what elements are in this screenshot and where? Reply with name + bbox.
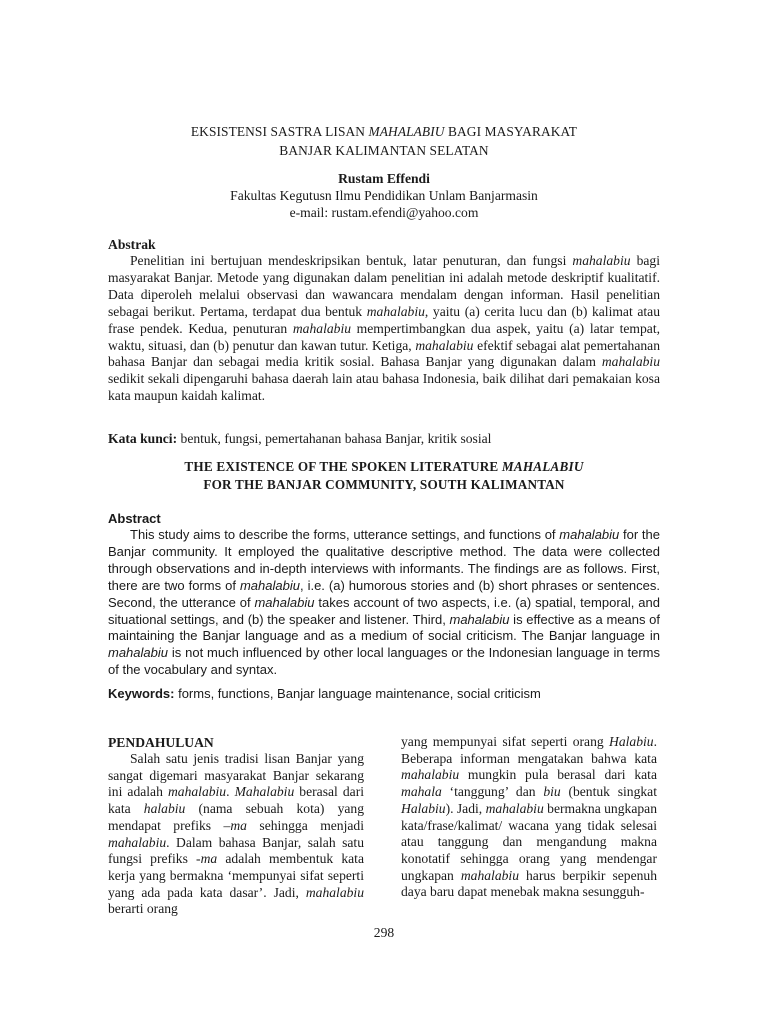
author-name: Rustam Effendi [338,171,430,186]
author-block [108,170,660,221]
body-column-left [108,734,364,918]
article-title-english: THE EXISTENCE OF THE SPOKEN LITERATURE MAHALABIU FOR THE BANJAR COMMUNITY, SOUTH KALIMANTAN [184,459,584,492]
page-number: 298 [373,925,395,940]
keywords-english [108,685,660,702]
keywords-value: forms, functions, Banjar language maintenance, social criticism [174,686,541,701]
author-affiliation: Fakultas Kegutusn Ilmu Pendidikan Unlam Banjarmasin [230,188,538,203]
keywords-indonesian [108,430,660,447]
abstract-paragraph: This study aims to describe the forms, utterance settings, and functions of mahalabiu for the Banjar community. It employed the qualitative descriptive method. The data were collected through observations and in-depth interviews with informants. The findings are as follows. First, there are two forms of mahalabiu, i.e. (a) humorous stories and (b) short phrases or sentences. Second, the utterance of mahalabiu takes account of two aspects, i.e. (a) spatial, temporal, and situational settings, and (b) the speaker and listener. Third, mahalabiu is effective as a means of maintaining the Banjar language and as a medium of social criticism. The Banjar language in mahalabiu is not much influenced by other local languages or the Indonesian language in terms of the vocabulary and syntax. [108,527,660,678]
body-paragraph: Salah satu jenis tradisi lisan Banjar yang sangat digemari masyarakat Banjar sekarang ini adalah mahalabiu. Mahalabiu berasal dari kata halabiu (nama sebuah kota) yang mendapat prefiks –ma sehingga menjadi mahalabiu. Dalam bahasa Banjar, salah satu fungsi prefiks -ma adalah membentuk kata kerja yang bermakna ‘mempunyai sifat seperti yang ada pada kata dasar’. Jadi, mahalabiu berarti orang [108,751,364,917]
abstract-indonesian [108,236,660,405]
keywords-value: bentuk, fungsi, pemertahanan bahasa Banjar, kritik sosial [177,431,492,446]
article-title-indonesian: EKSISTENSI SASTRA LISAN MAHALABIU BAGI MASYARAKAT BANJAR KALIMANTAN SELATAN [190,124,578,158]
section-heading: PENDAHULUAN [108,735,214,750]
keywords-label: Keywords: [108,686,175,701]
abstract-english [108,510,660,679]
abstract-heading: Abstract [108,511,161,526]
abstract-paragraph: Penelitian ini bertujuan mendeskripsikan bentuk, latar penuturan, dan fungsi mahalabiu bagi masyarakat Banjar. Metode yang digunakan dalam penelitian ini adalah metode deskriptif kualitatif. Data diperoleh melalui observasi dan wawancara mendalam dengan informan. Hasil penelitian sebagai berikut. Pertama, terdapat dua bentuk mahalabiu, yaitu (a) cerita lucu dan (b) kalimat atau frase pendek. Kedua, penuturan mahalabiu mempertimbangkan dua aspek, yaitu (a) latar tempat, waktu, situasi, dan (b) penutur dan kawan tutur. Ketiga, mahalabiu efektif sebagai alat pemertahanan bahasa Banjar dan sebagai media kritik sosial. Bahasa Banjar yang digunakan dalam mahalabiu sedikit sekali dipengaruhi bahasa daerah lain atau bahasa Indonesia, baik dilihat dari pemakaian kosa kata maupun kaidah kalimat. [108,253,660,404]
body-paragraph: yang mempunyai sifat seperti orang Halabiu. Beberapa informan mengatakan bahwa kata mahalabiu mungkin pula berasal dari kata mahala ‘tanggung’ dan biu (bentuk singkat Halabiu). Jadi, mahalabiu bermakna ungkapan kata/frase/kalimat/ wacana yang tidak selesai atau tanggung dan mengandung makna konotatif sehingga orang yang mendengar ungkapan mahalabiu harus berpikir sepenuh daya baru dapat menebak makna sesungguh- [401,734,657,900]
author-email: e-mail: rustam.efendi@yahoo.com [289,205,479,220]
abstract-heading: Abstrak [108,237,156,252]
body-column-right [401,734,657,901]
keywords-label: Kata kunci: [108,431,178,446]
